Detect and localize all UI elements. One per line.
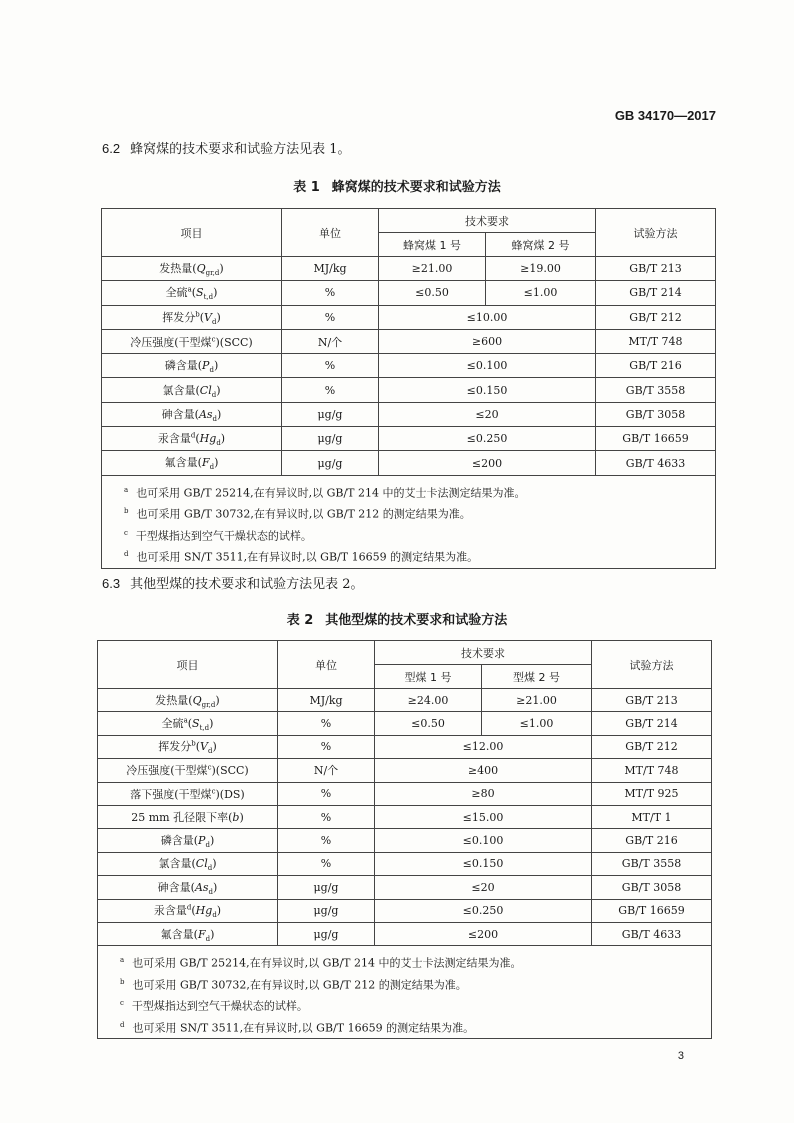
cell-unit: MJ/kg	[282, 257, 379, 281]
cell-item: 汞含量$^d(Hg_d)$	[98, 899, 278, 922]
cell-test-method: MT/T 925	[592, 782, 712, 805]
cell-test-method: GB/T 4633	[592, 922, 712, 945]
footnote	[124, 523, 705, 545]
cell-item: 氯含量$(Cl_d)$	[102, 378, 282, 402]
cell-requirement: ≤10.00	[379, 305, 596, 329]
item-suffix: )	[239, 811, 244, 825]
cell-test-method: GB/T 214	[592, 712, 712, 735]
table-title-text: 蜂窝煤的技术要求和试验方法	[331, 180, 501, 195]
table-row	[98, 829, 712, 852]
item-symbol: V	[204, 310, 212, 324]
cell-item: 氟含量$(F_d)$	[102, 451, 282, 475]
item-subscript: d	[207, 747, 213, 756]
cell-unit: μg/g	[278, 876, 375, 899]
item-name: 挥发分	[158, 740, 192, 754]
cell-unit: %	[282, 354, 379, 378]
item-name: 25 mm 孔径限下率(	[131, 811, 233, 825]
cell-test-method: GB/T 212	[596, 305, 716, 329]
cell-grade-1: ≤0.50	[379, 281, 486, 305]
cell-grade-2: ≤1.00	[482, 712, 592, 735]
cell-unit: %	[278, 735, 375, 758]
cell-unit: N/个	[282, 329, 379, 353]
cell-requirement: ≤20	[379, 402, 596, 426]
item-symbol: As	[194, 880, 209, 894]
cell-requirement: ≤0.150	[379, 378, 596, 402]
item-name: 氟含量	[160, 927, 194, 941]
footnote	[120, 972, 701, 994]
cell-unit: %	[282, 378, 379, 402]
cell-grade-2: ≥19.00	[486, 257, 596, 281]
table-row	[102, 427, 716, 451]
item-name: 发热量	[155, 693, 189, 707]
cell-unit: %	[278, 805, 375, 828]
cell-item: 发热量$(Q_{gr,d})$	[102, 257, 282, 281]
item-subscript: d	[211, 390, 217, 399]
table-row	[102, 329, 716, 353]
header-unit: 单位	[282, 209, 379, 257]
item-symbol: As	[198, 407, 213, 421]
item-subscript: d	[207, 864, 213, 873]
header-grade-1: 型煤 1 号	[375, 665, 482, 689]
item-name: 磷含量	[160, 833, 194, 847]
footnote-text: 也可采用 GB/T 25214,在有异议时,以 GB/T 214 中的艾士卡法测定结果为准。	[132, 956, 522, 970]
item-subscript: t,d	[203, 293, 214, 302]
cell-requirement: ≤200	[375, 922, 592, 945]
item-name: 落下强度(干型煤	[130, 787, 212, 801]
footnote	[120, 950, 701, 972]
cell-unit: μg/g	[282, 451, 379, 475]
item-name: 全硫	[165, 286, 188, 300]
cell-test-method: GB/T 4633	[596, 451, 716, 475]
item-symbol: P	[198, 833, 206, 847]
cell-unit: μg/g	[278, 922, 375, 945]
item-symbol: Hg	[199, 432, 217, 446]
item-symbol: S	[192, 716, 200, 730]
table-row	[98, 852, 712, 875]
item-name: 挥发分	[162, 310, 196, 324]
item-name: 氟含量	[164, 456, 198, 470]
item-subscript: gr,d	[205, 269, 220, 278]
item-symbol: S	[196, 286, 204, 300]
cell-unit: μg/g	[282, 402, 379, 426]
item-name: 汞含量	[157, 432, 191, 446]
cell-item: 全硫$^a(S_{t,d})$	[98, 712, 278, 735]
cell-test-method: GB/T 3558	[596, 378, 716, 402]
footnote-mark: d	[120, 1020, 125, 1029]
cell-unit: %	[278, 712, 375, 735]
header-item: 项目	[102, 209, 282, 257]
notes-row	[102, 475, 716, 568]
standard-code: GB 34170—2017	[614, 108, 716, 123]
table-row	[98, 876, 712, 899]
section-text: 其他型煤的技术要求和试验方法见表 2。	[130, 577, 364, 592]
header-tech-requirements: 技术要求	[375, 641, 592, 665]
footnote-mark: a	[124, 485, 129, 494]
table-row	[102, 378, 716, 402]
header-grade-2: 蜂窝煤 2 号	[486, 233, 596, 257]
table-row	[98, 759, 712, 782]
notes-row	[98, 946, 712, 1039]
item-subscript: d	[205, 841, 210, 850]
footnote-text: 也可采用 GB/T 25214,在有异议时,以 GB/T 214 中的艾士卡法测定结果为准。	[136, 486, 526, 500]
cell-requirement: ≥80	[375, 782, 592, 805]
table-1-body	[102, 209, 716, 569]
cell-grade-2: ≥21.00	[482, 689, 592, 712]
cell-requirement: ≤15.00	[375, 805, 592, 828]
cell-requirement: ≤0.250	[375, 899, 592, 922]
cell-unit: MJ/kg	[278, 689, 375, 712]
table-notes	[98, 946, 712, 1039]
cell-item: 磷含量$(P_d)$	[102, 354, 282, 378]
cell-grade-1: ≤0.50	[375, 712, 482, 735]
cell-test-method: GB/T 212	[592, 735, 712, 758]
table-header-row	[98, 641, 712, 665]
footnote-text: 也可采用 SN/T 3511,在有异议时,以 GB/T 16659 的测定结果为准。	[132, 1021, 475, 1035]
table-1-title	[0, 176, 794, 195]
cell-test-method: GB/T 213	[592, 689, 712, 712]
cell-item: 汞含量$^d(Hg_d)$	[102, 427, 282, 451]
cell-unit: %	[282, 281, 379, 305]
item-subscript: d	[211, 317, 217, 326]
cell-test-method: GB/T 214	[596, 281, 716, 305]
cell-unit: %	[278, 782, 375, 805]
cell-requirement: ≥600	[379, 329, 596, 353]
footnote-text: 也可采用 GB/T 30732,在有异议时,以 GB/T 212 的测定结果为准。	[136, 507, 471, 521]
item-subscript: d	[209, 463, 215, 472]
item-name: 磷含量	[164, 359, 198, 373]
footnote-text: 干型煤指达到空气干燥状态的试样。	[131, 999, 308, 1013]
item-suffix: )(SCC)	[211, 764, 249, 778]
table-row	[98, 712, 712, 735]
cell-grade-1: ≥21.00	[379, 257, 486, 281]
item-suffix: )(DS)	[215, 787, 245, 801]
header-unit: 单位	[278, 641, 375, 689]
cell-item: 砷含量$(As_d)$	[102, 402, 282, 426]
footnote-mark: c	[211, 787, 216, 796]
cell-unit: %	[278, 852, 375, 875]
item-symbol: Q	[196, 262, 206, 276]
table-row	[98, 689, 712, 712]
cell-item	[98, 782, 278, 805]
footnote	[124, 501, 705, 523]
item-subscript: d	[216, 439, 221, 448]
footnote-mark: d	[190, 431, 196, 440]
cell-item: 挥发分$^b(V_d)$	[102, 305, 282, 329]
header-test-method: 试验方法	[596, 209, 716, 257]
footnote-mark: a	[120, 956, 125, 965]
table-row	[102, 305, 716, 329]
item-subscript: d	[212, 911, 217, 920]
table-row	[102, 451, 716, 475]
item-subscript: d	[212, 415, 218, 424]
item-symbol: F	[201, 456, 210, 470]
cell-grade-1: ≥24.00	[375, 689, 482, 712]
cell-unit: μg/g	[282, 427, 379, 451]
item-subscript: d	[208, 887, 214, 896]
item-symbol: P	[202, 359, 210, 373]
cell-unit: %	[282, 305, 379, 329]
cell-test-method: GB/T 216	[596, 354, 716, 378]
table-row	[102, 257, 716, 281]
cell-requirement: ≥400	[375, 759, 592, 782]
footnote-mark: c	[120, 999, 124, 1008]
table-2-body	[98, 641, 712, 1039]
item-name: 冷压强度(干型煤	[130, 335, 212, 349]
cell-requirement: ≤0.150	[375, 852, 592, 875]
table-number: 表 1	[293, 180, 320, 195]
cell-item: 发热量$(Q_{gr,d})$	[98, 689, 278, 712]
footnote	[120, 993, 701, 1015]
footnote-mark: a	[187, 285, 192, 294]
cell-item: 磷含量$(P_d)$	[98, 829, 278, 852]
cell-requirement: ≤0.100	[379, 354, 596, 378]
cell-unit: μg/g	[278, 899, 375, 922]
item-name: 冷压强度(干型煤	[126, 764, 208, 778]
footnote	[124, 480, 705, 502]
table-row	[98, 735, 712, 758]
table-title-text: 其他型煤的技术要求和试验方法	[325, 613, 508, 628]
cell-requirement: ≤12.00	[375, 735, 592, 758]
cell-test-method: MT/T 748	[596, 329, 716, 353]
footnote-mark: b	[195, 309, 200, 318]
table-header-row	[102, 209, 716, 233]
footnote-mark: a	[183, 716, 188, 725]
section-6-3	[102, 573, 363, 592]
table-row	[98, 805, 712, 828]
footnote-mark: b	[191, 739, 196, 748]
cell-item: 氯含量$(Cl_d)$	[98, 852, 278, 875]
header-item: 项目	[98, 641, 278, 689]
cell-requirement: ≤0.250	[379, 427, 596, 451]
item-subscript: d	[209, 366, 214, 375]
table-row	[98, 782, 712, 805]
table-2	[97, 640, 712, 1039]
item-name: 氯含量	[162, 383, 196, 397]
cell-requirement: ≤0.100	[375, 829, 592, 852]
cell-test-method: GB/T 16659	[596, 427, 716, 451]
item-name: 氯含量	[158, 857, 192, 871]
header-test-method: 试验方法	[592, 641, 712, 689]
cell-grade-2: ≤1.00	[486, 281, 596, 305]
cell-test-method: GB/T 3058	[592, 876, 712, 899]
header-grade-1: 蜂窝煤 1 号	[379, 233, 486, 257]
footnote-mark: d	[124, 550, 129, 559]
table-row	[98, 922, 712, 945]
cell-item	[98, 805, 278, 828]
cell-item: 氟含量$(F_d)$	[98, 922, 278, 945]
footnote	[120, 1015, 701, 1037]
table-2-title	[0, 609, 794, 628]
item-name: 发热量	[159, 262, 193, 276]
table-row	[102, 354, 716, 378]
header-tech-requirements: 技术要求	[379, 209, 596, 233]
table-1	[101, 208, 716, 569]
section-text: 蜂窝煤的技术要求和试验方法见表 1。	[130, 142, 351, 157]
footnote-text: 干型煤指达到空气干燥状态的试样。	[135, 529, 312, 543]
item-subscript: d	[205, 934, 211, 943]
cell-item: 挥发分$^b(V_d)$	[98, 735, 278, 758]
item-name: 汞含量	[153, 904, 187, 918]
cell-test-method: GB/T 216	[592, 829, 712, 852]
section-number: 6.3	[102, 576, 121, 591]
cell-test-method: GB/T 16659	[592, 899, 712, 922]
section-6-2	[102, 138, 350, 157]
item-suffix: )(SCC)	[215, 335, 253, 349]
cell-test-method: MT/T 1	[592, 805, 712, 828]
cell-unit: N/个	[278, 759, 375, 782]
footnote-text: 也可采用 GB/T 30732,在有异议时,以 GB/T 212 的测定结果为准。	[132, 978, 467, 992]
cell-test-method: GB/T 3558	[592, 852, 712, 875]
cell-test-method: GB/T 3058	[596, 402, 716, 426]
footnote-mark: c	[207, 763, 212, 772]
item-name: 全硫	[161, 716, 184, 730]
footnote-mark: b	[124, 507, 129, 516]
footnote	[124, 544, 705, 566]
item-symbol: F	[197, 927, 206, 941]
item-subscript: gr,d	[201, 700, 216, 709]
table-number: 表 2	[286, 613, 314, 628]
footnote-mark: c	[211, 334, 216, 343]
cell-requirement: ≤20	[375, 876, 592, 899]
table-row	[102, 281, 716, 305]
cell-item	[102, 329, 282, 353]
cell-test-method: GB/T 213	[596, 257, 716, 281]
cell-unit: %	[278, 829, 375, 852]
item-symbol: Cl	[195, 857, 208, 871]
table-row	[102, 402, 716, 426]
item-symbol: b	[232, 811, 240, 825]
item-symbol: V	[200, 740, 208, 754]
header-grade-2: 型煤 2 号	[482, 665, 592, 689]
footnote-mark: c	[124, 528, 128, 537]
item-symbol: Cl	[199, 383, 212, 397]
cell-item: 全硫$^a(S_{t,d})$	[102, 281, 282, 305]
item-subscript: t,d	[199, 724, 210, 733]
item-symbol: Q	[192, 693, 202, 707]
table-notes	[102, 475, 716, 568]
cell-requirement: ≤200	[379, 451, 596, 475]
table-row	[98, 899, 712, 922]
section-number: 6.2	[102, 141, 121, 156]
cell-item: 砷含量$(As_d)$	[98, 876, 278, 899]
cell-item	[98, 759, 278, 782]
page-number: 3	[677, 1050, 684, 1062]
item-name: 砷含量	[161, 407, 195, 421]
cell-test-method: MT/T 748	[592, 759, 712, 782]
footnote-mark: b	[120, 977, 125, 986]
footnote-text: 也可采用 SN/T 3511,在有异议时,以 GB/T 16659 的测定结果为准。	[136, 550, 479, 564]
item-symbol: Hg	[195, 904, 213, 918]
footnote-mark: d	[186, 903, 192, 912]
item-name: 砷含量	[157, 880, 191, 894]
